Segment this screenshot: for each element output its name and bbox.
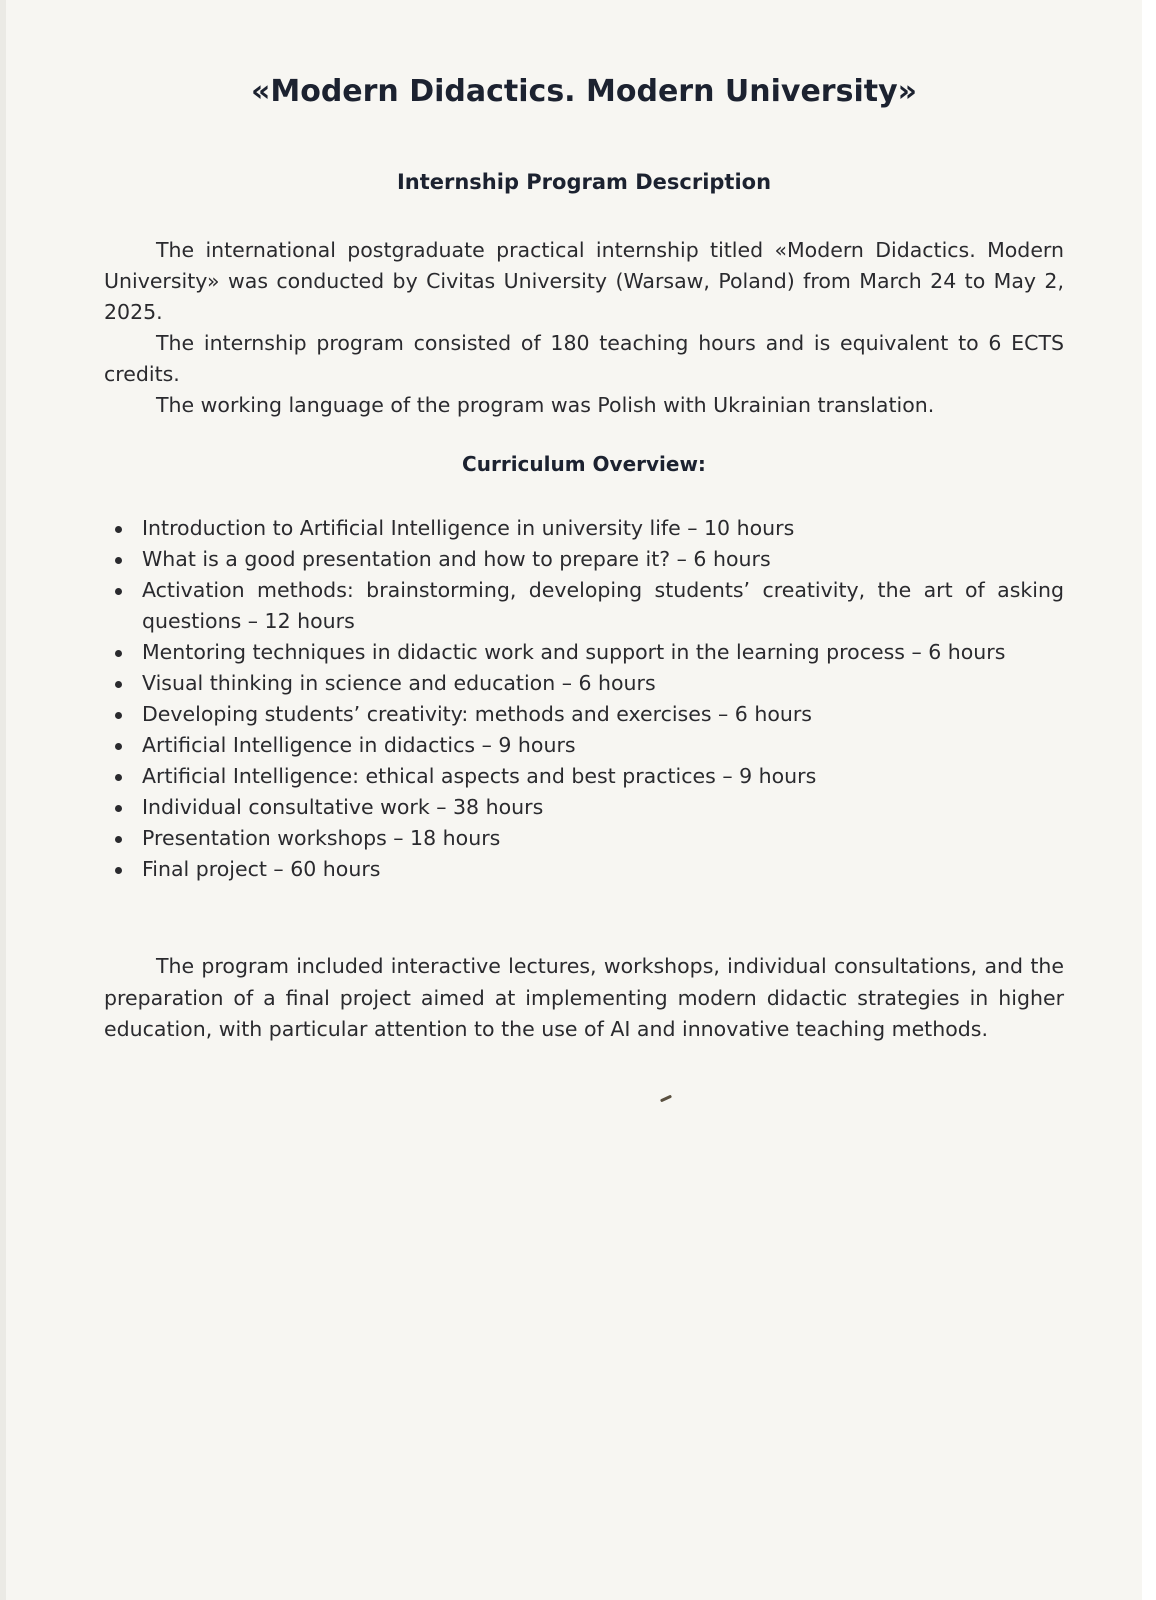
bullet-icon <box>115 526 122 533</box>
list-item-text: What is a good presentation and how to prepare it? – 6 hours <box>142 547 771 571</box>
list-item-text: Mentoring techniques in didactic work and support in the learning process – 6 hours <box>142 640 1006 664</box>
bullet-icon <box>115 712 122 719</box>
closing-paragraph: The program included interactive lectures, workshops, individual consultations, and the preparation of a final project aimed at implementing modern didactic strategies in higher education, with particular attention to the use of AI and innovative teaching methods. <box>104 954 1064 1041</box>
list-item-text: Presentation workshops – 18 hours <box>142 826 501 850</box>
list-item <box>104 854 1064 885</box>
list-item <box>104 637 1064 668</box>
bullet-icon <box>115 867 122 874</box>
list-item-text: Artificial Intelligence: ethical aspects and best practices – 9 hours <box>142 764 817 788</box>
list-item <box>104 761 1064 792</box>
list-item-text: Individual consultative work – 38 hours <box>142 795 544 819</box>
list-item-text: Artificial Intelligence in didactics – 9 hours <box>142 733 576 757</box>
bullet-icon <box>115 557 122 564</box>
bullet-icon <box>115 774 122 781</box>
list-item <box>104 513 1064 544</box>
intro-paragraph-dates: The international postgraduate practical internship titled «Modern Didactics. Modern University» was conducted by Civitas University (Warsaw, Poland) from March 24 to May 2, 2025. <box>104 238 1064 324</box>
scan-speck <box>660 1095 672 1103</box>
document-title: «Modern Didactics. Modern University» <box>250 74 918 109</box>
intro-paragraph-hours: The internship program consisted of 180 teaching hours and is equivalent to 6 ECTS credits. <box>104 331 1064 386</box>
list-item-text: Activation methods: brainstorming, developing students’ creativity, the art of asking questions – 12 hours <box>142 578 1064 633</box>
list-item-text: Visual thinking in science and education – 6 hours <box>142 671 656 695</box>
list-item <box>104 575 1064 637</box>
list-item <box>104 792 1064 823</box>
scan-right-edge <box>1142 0 1156 1600</box>
intro-paragraph-language: The working language of the program was Polish with Ukrainian translation. <box>156 393 935 417</box>
list-item <box>104 823 1064 854</box>
bullet-icon <box>115 805 122 812</box>
bullet-icon <box>115 743 122 750</box>
bullet-icon <box>115 836 122 843</box>
curriculum-list <box>104 513 1064 885</box>
bullet-icon <box>115 588 122 595</box>
intro-section <box>104 235 1064 421</box>
list-item <box>104 730 1064 761</box>
document-subtitle: Internship Program Description <box>396 170 772 194</box>
list-item-text: Introduction to Artificial Intelligence in university life – 10 hours <box>142 516 795 540</box>
list-item <box>104 699 1064 730</box>
scan-left-edge <box>0 0 6 1600</box>
list-item <box>104 544 1064 575</box>
curriculum-heading: Curriculum Overview: <box>462 452 706 476</box>
list-item-text: Developing students’ creativity: methods and exercises – 6 hours <box>142 702 812 726</box>
list-item-text: Final project – 60 hours <box>142 857 381 881</box>
bullet-icon <box>115 681 122 688</box>
bullet-icon <box>115 650 122 657</box>
list-item <box>104 668 1064 699</box>
